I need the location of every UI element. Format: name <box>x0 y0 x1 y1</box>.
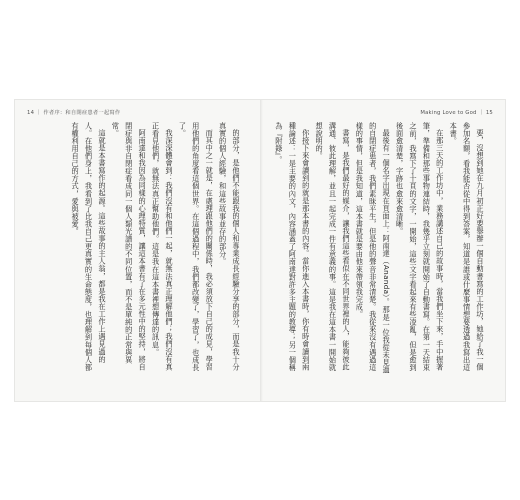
paragraph: 最後有一個名字出現在頁面上：阿南達（Ananda）。那是一位我從未見過的自閉症患者，我們素昧平生，但是他的聲音非常清楚。我從來沒有遇過這樣的事情，但是我知道，這本書就是要由他來帶領我完成。 <box>355 122 392 375</box>
left-running-head: 14 ｜ 作者序：和自閉症患者一起寫作 <box>27 110 121 116</box>
book-spread <box>14 99 506 402</box>
right-running-head: Making Love to God ｜ 15 <box>420 110 493 116</box>
left-page-text <box>37 122 243 377</box>
book-gutter <box>260 100 263 401</box>
paragraph: 要，沒想到她在九月初正好要舉辦一個自動書寫的工作坊，她給了我一個參加名額，看我能否從中得到答案，知道是誰或什麼事情想要透過我寫出這本書。 <box>449 122 485 372</box>
paragraph: 你接下來會讀到的就是那本書的內容。當你進入本書時，你有時會讀到兩種論述：一是主要的內文，內容涵蓋了阿南達對許多主題的教導；另一個稱為『附錄』。 <box>274 122 311 372</box>
right-page-text <box>274 122 487 377</box>
paragraph: 在那三天的工作坊中，業務講述自己的故事時，當我們坐下來，手中握著筆，準備和那些事物連結時，我幾乎立刻就開始了自動書寫。在第一天結束之前，我寫下了十頁的文字，一開始，這些文字看起來有些凌亂，但是愈到後面愈清楚，字跡也愈來愈清晰。 <box>395 122 445 372</box>
paragraph: 書寫，是我們最好的媒介，讓我們這些看似在不同世界裡的人，能夠彼此溝通、彼此理解，並且一起完成一件有意義的事。這是我在這本書一開始就想說明的。 <box>315 122 351 372</box>
paragraph: 的部分，是他們不能跟我的個人和專業成長經驗分享的部分，而是我十分真實的個人經驗，和這些故事並存的部分。 <box>218 122 241 371</box>
paragraph: 阿南達和我因為同樣的心理特質，讓這本書有了在多元性中的堅持，將自閉症與非自閉症看成同一個人類光譜的不同位置，而不是單純的正常與異常。 <box>111 122 148 371</box>
paragraph: 我深深體會到：我們沒有和他們一起，就無法真正理解他們；我們沒有真正看見他們，就無法真正幫助他們。這是我在這本書裡想傳達的訊息。 <box>151 122 174 371</box>
paragraph: 這就是本書寫作的起源。這些故事的主人翁，都是我在工作上遇見過的人。在他們身上，我看到了比我自己更真實的生命態度，也理解到每個人都有權利用自己的方式，愛與被愛。 <box>71 122 107 372</box>
paragraph: 而其中之一就是，在處理跟他們的關係時，我必須放下自己的成見，學習用他們的角度看這個世界。在這個過程中，我們都改變了，學習了，也成長了。 <box>178 122 215 372</box>
